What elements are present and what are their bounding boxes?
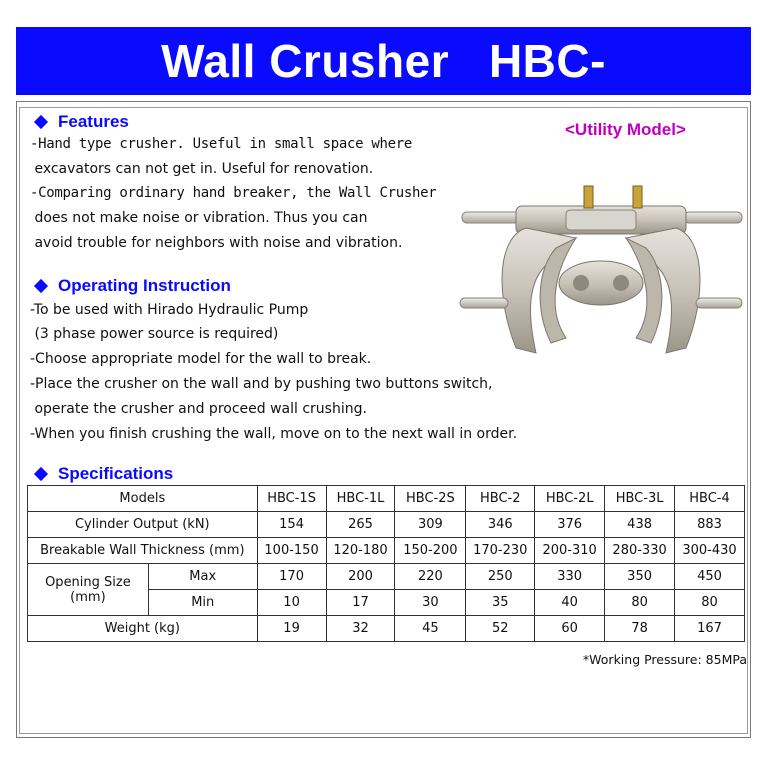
operating-line: -When you finish crushing the wall, move on to the next wall in order. bbox=[30, 426, 518, 442]
specifications-heading bbox=[33, 464, 173, 484]
table-cell: 80 bbox=[605, 590, 675, 616]
table-cell: 309 bbox=[395, 512, 466, 538]
diamond-bullet-icon bbox=[34, 467, 48, 481]
table-cell: 350 bbox=[605, 564, 675, 590]
table-row bbox=[28, 564, 745, 590]
features-line: -Comparing ordinary hand breaker, the Wall Crusher bbox=[30, 185, 437, 201]
table-row bbox=[28, 512, 745, 538]
operating-line: -Choose appropriate model for the wall to break. bbox=[30, 351, 372, 367]
weight-label: Weight (kg) bbox=[28, 616, 258, 642]
model-cell: HBC-2S bbox=[395, 486, 466, 512]
min-label: Min bbox=[148, 590, 257, 616]
wall-crusher-image bbox=[456, 178, 746, 363]
table-cell: 30 bbox=[395, 590, 466, 616]
title-banner bbox=[16, 27, 751, 95]
model-cell: HBC-1S bbox=[257, 486, 326, 512]
specifications-heading-text: Specifications bbox=[58, 464, 174, 483]
table-cell: 883 bbox=[675, 512, 745, 538]
features-line: avoid trouble for neighbors with noise and vibration. bbox=[30, 235, 403, 251]
operating-line: -To be used with Hirado Hydraulic Pump bbox=[30, 302, 309, 318]
max-label: Max bbox=[148, 564, 257, 590]
operating-line: -Place the crusher on the wall and by pushing two buttons switch, bbox=[30, 376, 493, 392]
models-label: Models bbox=[28, 486, 258, 512]
opening-size-label-line: Opening Size bbox=[45, 574, 131, 590]
features-line: -Hand type crusher. Useful in small space where bbox=[30, 136, 413, 152]
features-heading-text: Features bbox=[58, 112, 129, 131]
table-cell: 265 bbox=[326, 512, 395, 538]
working-pressure-note: *Working Pressure: 85MPa bbox=[582, 652, 747, 667]
table-cell: 35 bbox=[466, 590, 535, 616]
table-cell: 346 bbox=[466, 512, 535, 538]
model-cell: HBC-1L bbox=[326, 486, 395, 512]
table-cell: 40 bbox=[535, 590, 605, 616]
table-cell: 100-150 bbox=[257, 538, 326, 564]
table-cell: 45 bbox=[395, 616, 466, 642]
specifications-table bbox=[27, 485, 745, 642]
cylinder-label: Cylinder Output (kN) bbox=[28, 512, 258, 538]
table-row bbox=[28, 486, 745, 512]
table-cell: 220 bbox=[395, 564, 466, 590]
table-cell: 330 bbox=[535, 564, 605, 590]
table-cell: 10 bbox=[257, 590, 326, 616]
operating-heading bbox=[33, 276, 231, 296]
table-cell: 17 bbox=[326, 590, 395, 616]
diamond-bullet-icon bbox=[34, 115, 48, 129]
table-row bbox=[28, 616, 745, 642]
operating-heading-text: Operating Instruction bbox=[58, 276, 231, 295]
table-cell: 438 bbox=[605, 512, 675, 538]
table-row bbox=[28, 538, 745, 564]
table-cell: 52 bbox=[466, 616, 535, 642]
diamond-bullet-icon bbox=[34, 279, 48, 293]
table-cell: 19 bbox=[257, 616, 326, 642]
model-cell: HBC-4 bbox=[675, 486, 745, 512]
table-cell: 170-230 bbox=[466, 538, 535, 564]
operating-line: operate the crusher and proceed wall crushing. bbox=[30, 401, 367, 417]
table-cell: 200-310 bbox=[535, 538, 605, 564]
features-line: excavators can not get in. Useful for renovation. bbox=[30, 161, 374, 177]
table-cell: 300-430 bbox=[675, 538, 745, 564]
table-cell: 450 bbox=[675, 564, 745, 590]
model-cell: HBC-2L bbox=[535, 486, 605, 512]
table-cell: 60 bbox=[535, 616, 605, 642]
operating-line: (3 phase power source is required) bbox=[30, 326, 279, 342]
table-cell: 78 bbox=[605, 616, 675, 642]
table-cell: 200 bbox=[326, 564, 395, 590]
opening-size-label bbox=[28, 564, 149, 616]
table-cell: 32 bbox=[326, 616, 395, 642]
opening-size-label-unit: (mm) bbox=[70, 589, 106, 605]
wall-thickness-label: Breakable Wall Thickness (mm) bbox=[28, 538, 258, 564]
table-cell: 170 bbox=[257, 564, 326, 590]
table-cell: 120-180 bbox=[326, 538, 395, 564]
utility-model-badge: <Utility Model> bbox=[565, 120, 686, 139]
table-cell: 250 bbox=[466, 564, 535, 590]
model-cell: HBC-2 bbox=[466, 486, 535, 512]
table-cell: 376 bbox=[535, 512, 605, 538]
features-heading bbox=[33, 112, 129, 132]
table-cell: 167 bbox=[675, 616, 745, 642]
features-line: does not make noise or vibration. Thus you can bbox=[30, 210, 368, 226]
page-title: Wall Crusher HBC- bbox=[161, 35, 606, 87]
model-cell: HBC-3L bbox=[605, 486, 675, 512]
table-cell: 280-330 bbox=[605, 538, 675, 564]
table-cell: 80 bbox=[675, 590, 745, 616]
table-cell: 154 bbox=[257, 512, 326, 538]
table-cell: 150-200 bbox=[395, 538, 466, 564]
